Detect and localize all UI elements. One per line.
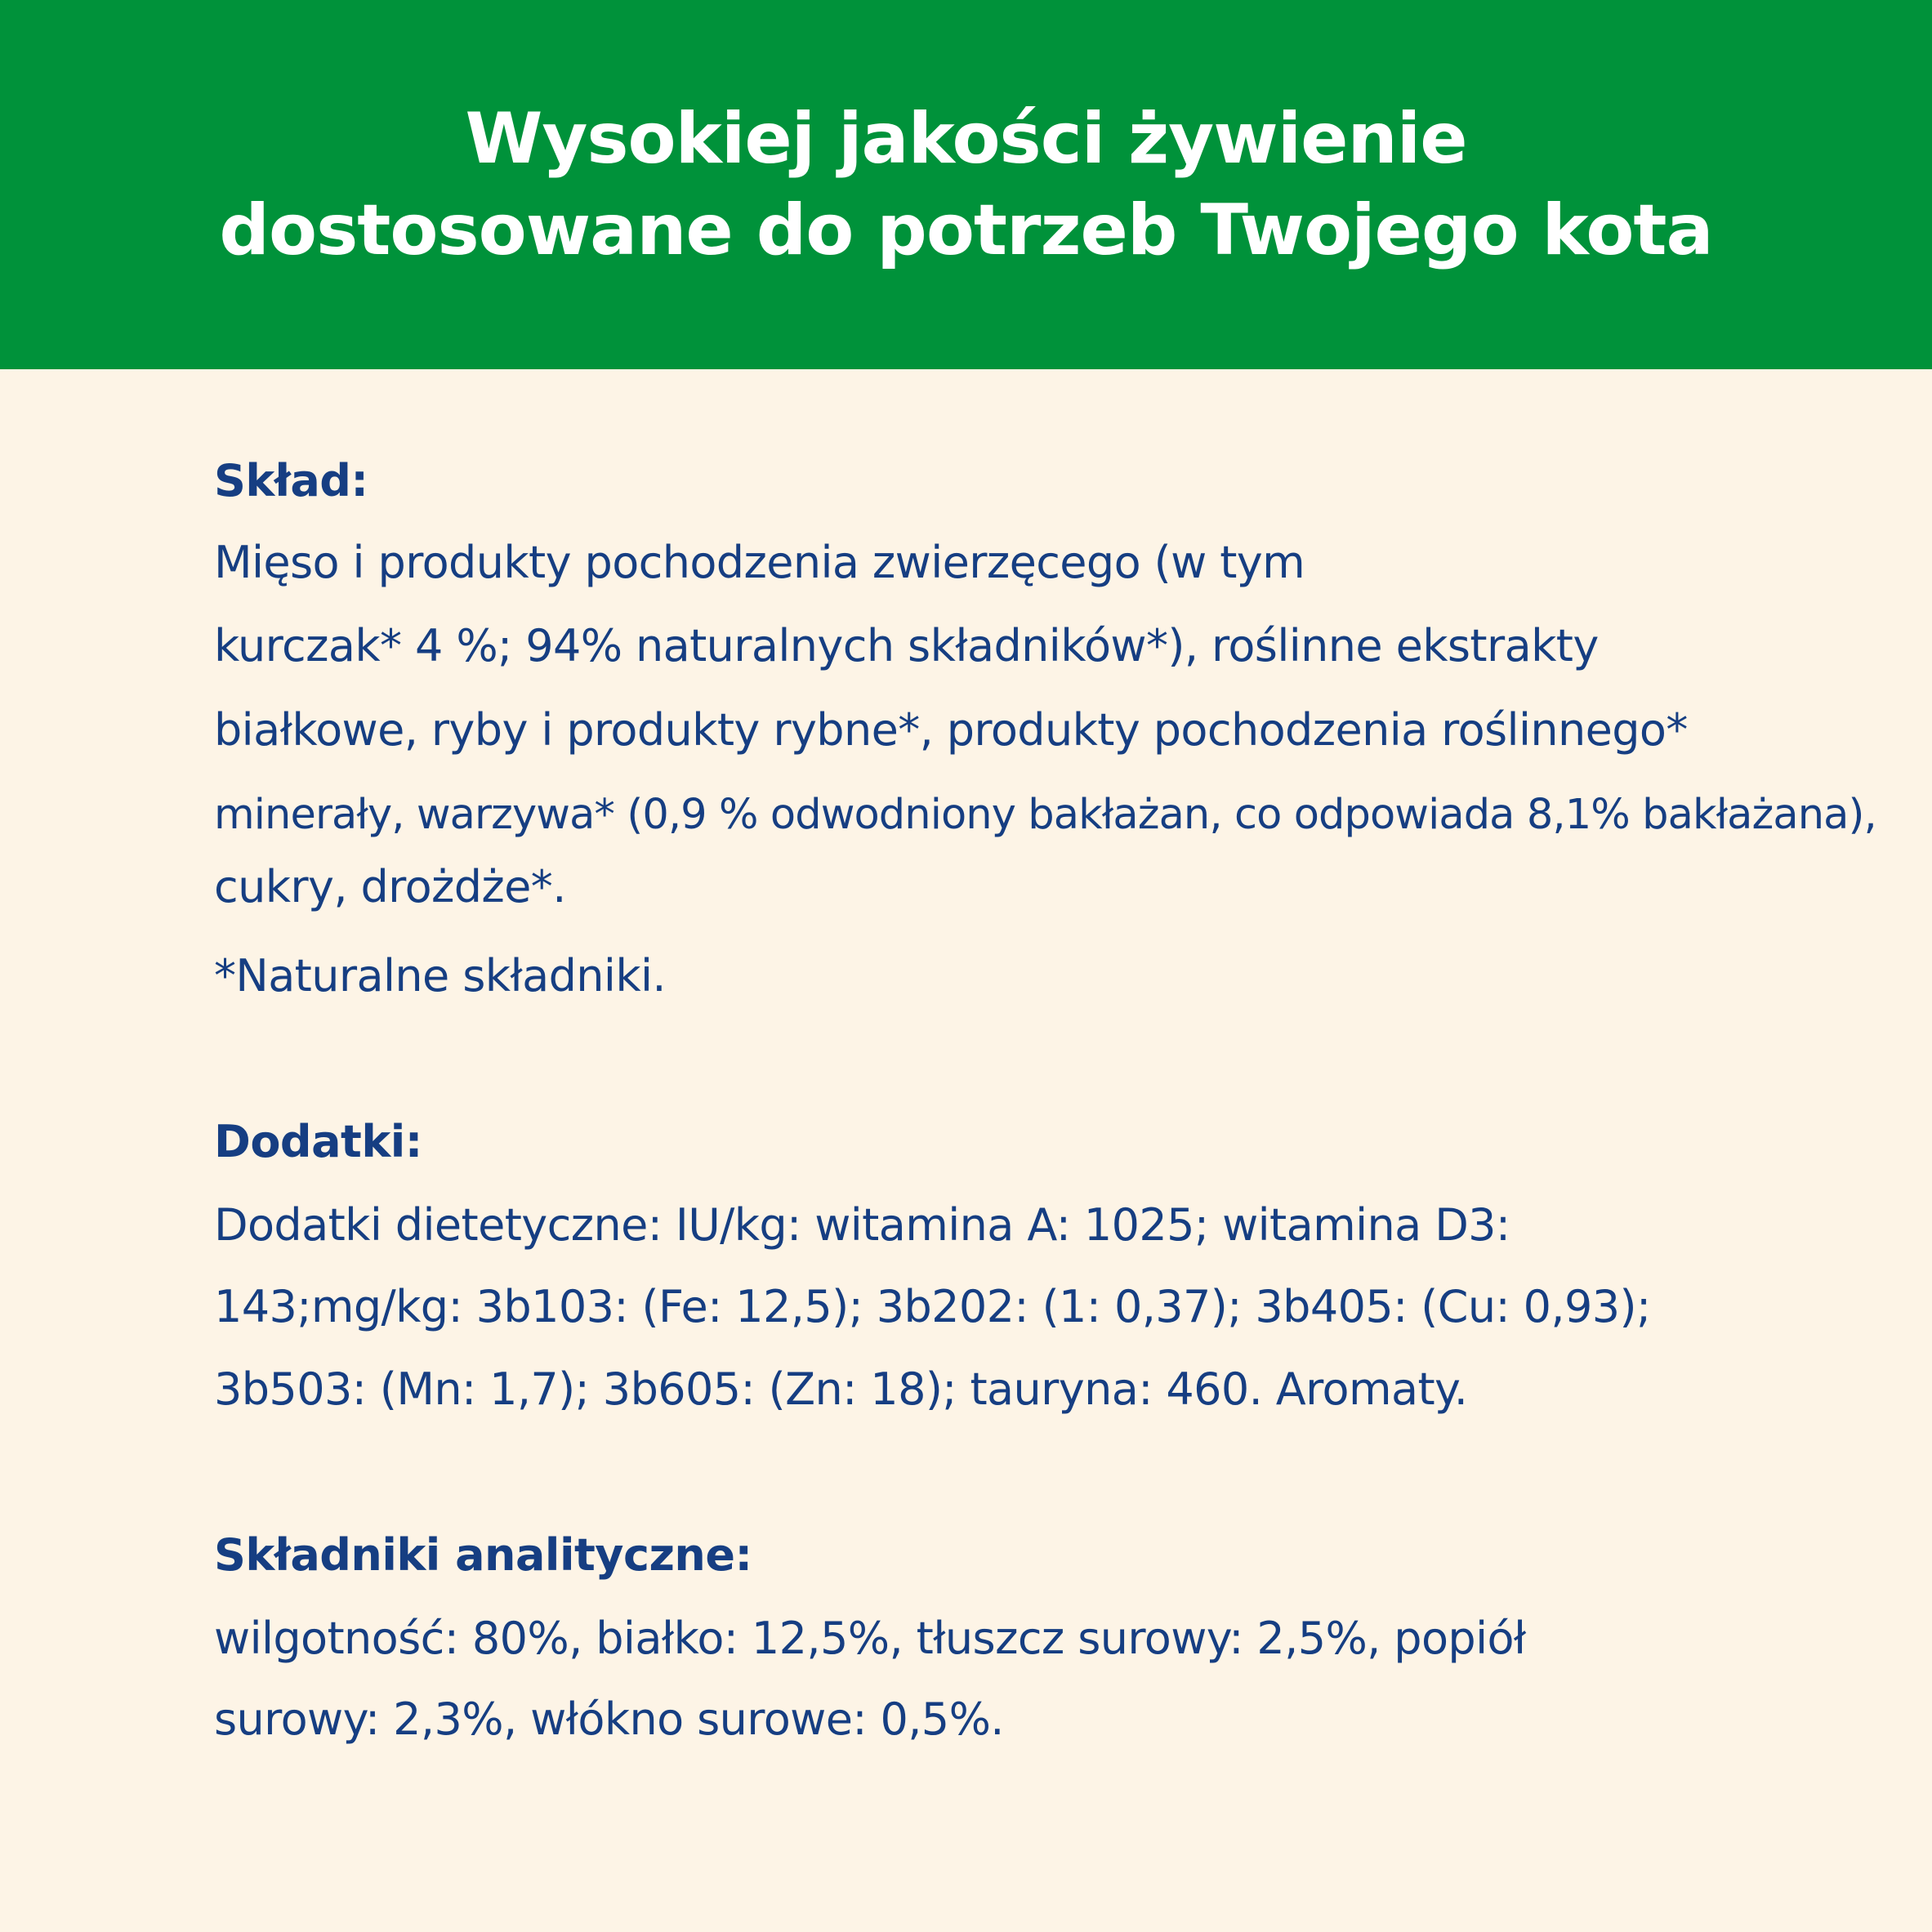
additives-line-2: 143;mg/kg: 3b103: (Fe: 12,5); 3b202: (1: 0,37); 3b405: (Cu: 0,93); — [214, 1281, 1651, 1332]
composition-line-4: minerały, warzywa* (0,9 % odwodniony bakłażan, co odpowiada 8,1% bakłażana), — [214, 791, 1876, 839]
title-banner — [0, 0, 1932, 369]
banner-title-line-1: Wysokiej jakości żywienie — [465, 98, 1467, 180]
composition-line-1: Mięso i produkty pochodzenia zwierzęcego (w tym — [214, 537, 1305, 588]
composition-line-3: białkowe, ryby i produkty rybne*, produkty pochodzenia roślinnego* — [214, 704, 1688, 756]
additives-line-3: 3b503: (Mn: 1,7); 3b605: (Zn: 18); tauryna: 460. Aromaty. — [214, 1363, 1468, 1415]
additives-heading: Dodatki: — [214, 1116, 422, 1167]
additives-line-1: Dodatki dietetyczne: IU/kg: witamina A: 1025; witamina D3: — [214, 1199, 1510, 1251]
banner-title-line-2: dostosowane do potrzeb Twojego kota — [219, 190, 1713, 271]
analytical-line-2: surowy: 2,3%, włókno surowe: 0,5%. — [214, 1693, 1004, 1745]
composition-heading: Skład: — [214, 455, 368, 506]
composition-line-5: cukry, drożdże*. — [214, 861, 566, 912]
analytical-line-1: wilgotność: 80%, białko: 12,5%, tłuszcz surowy: 2,5%, popiół — [214, 1613, 1526, 1664]
analytical-heading: Składniki analityczne: — [214, 1529, 752, 1581]
composition-footnote: *Naturalne składniki. — [214, 950, 666, 1002]
composition-line-2: kurczak* 4 %; 94% naturalnych składników*), roślinne ekstrakty — [214, 620, 1599, 672]
